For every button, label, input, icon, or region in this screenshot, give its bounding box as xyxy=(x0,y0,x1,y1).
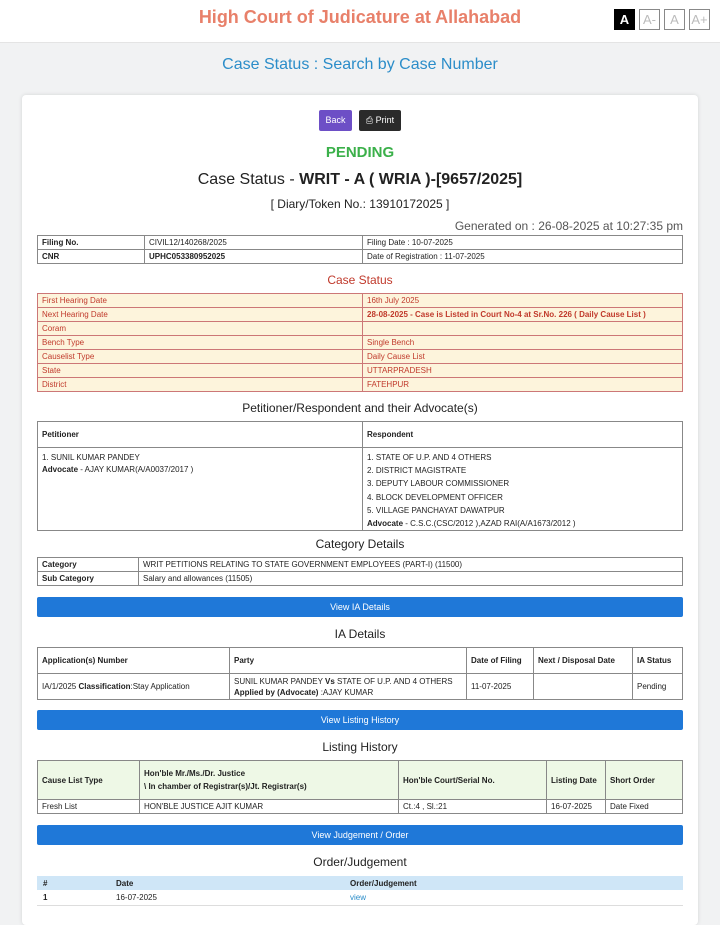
respondent-item: 5. VILLAGE PANCHAYAT DAWATPUR xyxy=(367,505,505,515)
respondent-cell xyxy=(363,448,683,531)
font-decrease-button[interactable]: A- xyxy=(639,9,660,30)
listing-date: 16-07-2025 xyxy=(547,800,606,814)
respondent-item: 1. STATE OF U.P. AND 4 OTHERS xyxy=(367,453,492,462)
filing-table xyxy=(37,235,683,264)
case-status-heading: Case Status xyxy=(327,273,393,287)
listing-header-date: Listing Date xyxy=(547,761,606,800)
petitioner-header: Petitioner xyxy=(38,422,363,448)
generated-timestamp: Generated on : 26-08-2025 at 10:27:35 pm xyxy=(454,219,683,233)
petitioner-advocate: Advocate - AJAY KUMAR(A/A0037/2017 ) xyxy=(42,465,194,474)
order-heading: Order/Judgement xyxy=(313,855,407,869)
print-label: Print xyxy=(375,115,395,125)
font-normal-button[interactable]: A xyxy=(614,9,635,30)
ia-date: 11-07-2025 xyxy=(467,674,534,700)
respondent-item: 2. DISTRICT MAGISTRATE xyxy=(367,466,467,476)
first-hearing-value: 16th July 2025 xyxy=(363,294,683,308)
causelist-type-label: Causelist Type xyxy=(38,350,363,364)
font-increase-button[interactable]: A+ xyxy=(689,9,710,30)
respondent-header: Respondent xyxy=(363,422,683,448)
first-hearing-label: First Hearing Date xyxy=(38,294,363,308)
order-header-num: # xyxy=(37,876,112,890)
respondent-advocate: Advocate - C.S.C.(CSC/2012 ),AZAD RAI(A/A1673/2012 ) xyxy=(367,519,576,529)
state-label: State xyxy=(38,364,363,378)
cnr-value: UPHC053380952025 xyxy=(145,250,363,264)
top-bar xyxy=(0,0,720,43)
view-ia-details-button[interactable]: View IA Details xyxy=(37,597,683,617)
font-reset-button[interactable]: A xyxy=(664,9,685,30)
listing-header-type: Cause List Type xyxy=(38,761,140,800)
next-hearing-label: Next Hearing Date xyxy=(38,308,363,322)
view-listing-history-button[interactable]: View Listing History xyxy=(37,710,683,730)
printer-icon: ⎙ xyxy=(365,115,374,125)
bench-type-value: Single Bench xyxy=(363,336,683,350)
view-judgement-order-button[interactable]: View Judgement / Order xyxy=(37,825,683,845)
listing-header-judge: Hon'ble Mr./Ms./Dr. Justice \ In chamber of Registrar(s)/Jt. Registrar(s) xyxy=(140,761,399,800)
order-num: 1 xyxy=(37,890,112,905)
registration-date: Date of Registration : 11-07-2025 xyxy=(363,250,683,264)
status-badge: PENDING xyxy=(325,144,395,161)
state-value: UTTARPRADESH xyxy=(363,364,683,378)
ia-next-date xyxy=(534,674,633,700)
back-button[interactable]: Back xyxy=(319,110,352,131)
listing-header-court: Hon'ble Court/Serial No. xyxy=(399,761,547,800)
category-table xyxy=(37,557,683,586)
order-header-order: Order/Judgement xyxy=(346,876,683,890)
listing-short-order: Date Fixed xyxy=(606,800,683,814)
sub-category-value: Salary and allowances (11505) xyxy=(139,572,683,586)
order-table xyxy=(37,876,683,906)
filing-date: Filing Date : 10-07-2025 xyxy=(363,236,683,250)
ia-header-status: IA Status xyxy=(633,648,683,674)
listing-header-order: Short Order xyxy=(606,761,683,800)
cnr-label: CNR xyxy=(38,250,145,264)
coram-value xyxy=(363,322,683,336)
coram-label: Coram xyxy=(38,322,363,336)
parties-heading: Petitioner/Respondent and their Advocate(s) xyxy=(242,401,478,415)
ia-app-number: IA/1/2025 Classification:Stay Application xyxy=(38,674,230,700)
parties-table xyxy=(37,421,683,531)
listing-court: Ct.:4 , Sl.:21 xyxy=(399,800,547,814)
order-header-date: Date xyxy=(112,876,346,890)
ia-header-date: Date of Filing xyxy=(467,648,534,674)
case-number: WRIT - A ( WRIA )-[9657/2025] xyxy=(299,171,523,188)
respondent-item: 3. DEPUTY LABOUR COMMISSIONER xyxy=(367,479,510,489)
ia-table xyxy=(37,647,683,700)
ia-header-app: Application(s) Number xyxy=(38,648,230,674)
order-date: 16-07-2025 xyxy=(112,890,346,905)
filing-no-label: Filing No. xyxy=(38,236,145,250)
page-subtitle: Case Status : Search by Case Number xyxy=(222,56,498,73)
respondent-item: 4. BLOCK DEVELOPMENT OFFICER xyxy=(367,492,503,502)
order-view-link[interactable]: view xyxy=(346,890,683,905)
petitioner-cell xyxy=(38,448,363,531)
listing-type: Fresh List xyxy=(38,800,140,814)
print-button[interactable] xyxy=(359,110,401,131)
ia-party: SUNIL KUMAR PANDEY Vs STATE OF U.P. AND 4 OTHERS Applied by (Advocate) :AJAY KUMAR xyxy=(230,674,467,700)
category-heading: Category Details xyxy=(315,537,405,551)
ia-header-party: Party xyxy=(230,648,467,674)
listing-table xyxy=(37,760,683,814)
bench-type-label: Bench Type xyxy=(38,336,363,350)
listing-judge: HON'BLE JUSTICE AJIT KUMAR xyxy=(140,800,399,814)
case-status-table xyxy=(37,293,683,392)
ia-status: Pending xyxy=(633,674,683,700)
sub-category-label: Sub Category xyxy=(38,572,139,586)
site-title: High Court of Judicature at Allahabad xyxy=(198,7,522,27)
case-title-prefix: Case Status - xyxy=(197,171,300,188)
filing-no: CIVIL12/140268/2025 xyxy=(145,236,363,250)
diary-number: [ Diary/Token No.: 13910172025 ] xyxy=(270,197,450,211)
category-label: Category xyxy=(38,558,139,572)
petitioner-name: 1. SUNIL KUMAR PANDEY xyxy=(42,453,140,462)
category-value: WRIT PETITIONS RELATING TO STATE GOVERNMENT EMPLOYEES (PART-I) (11500) xyxy=(139,558,683,572)
ia-heading: IA Details xyxy=(334,627,386,641)
causelist-type-value: Daily Cause List xyxy=(363,350,683,364)
case-title xyxy=(0,171,720,189)
district-value: FATEHPUR xyxy=(363,378,683,392)
district-label: District xyxy=(38,378,363,392)
listing-heading: Listing History xyxy=(322,740,398,754)
ia-header-next: Next / Disposal Date xyxy=(534,648,633,674)
next-hearing-value: 28-08-2025 - Case is Listed in Court No-4 at Sr.No. 226 ( Daily Cause List ) xyxy=(363,308,683,322)
